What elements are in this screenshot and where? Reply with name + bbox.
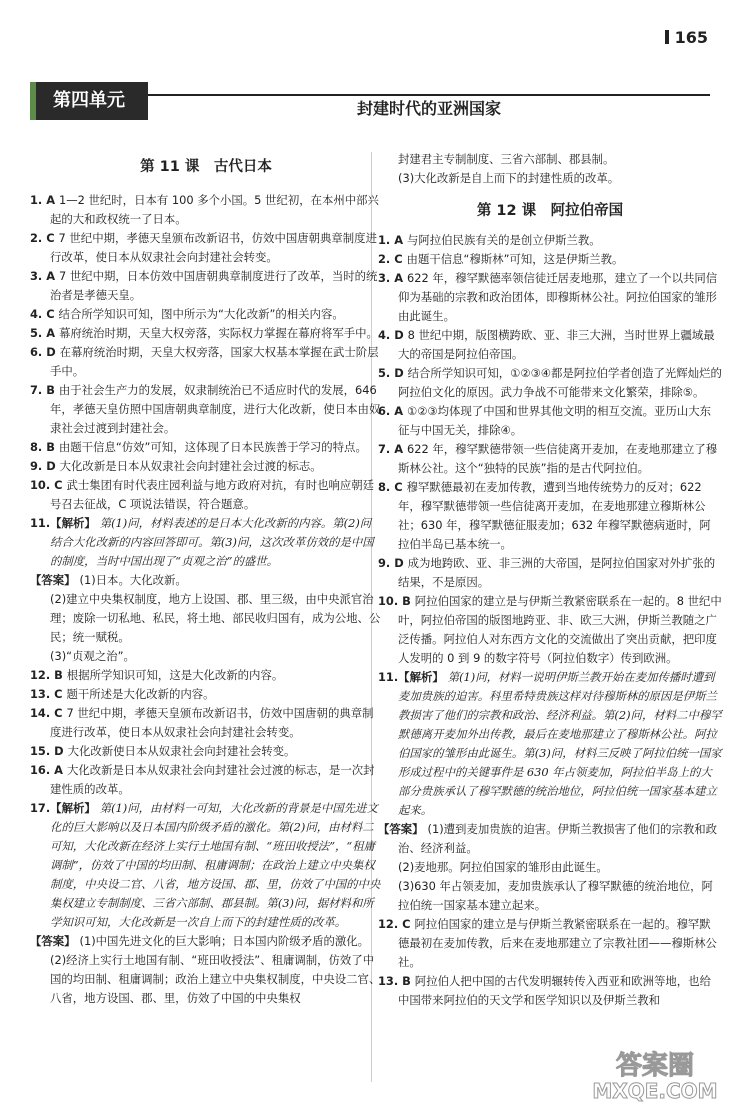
continued-text: (3)大化改新是自上而下的封建性质的改革。: [398, 171, 620, 185]
answer-item: [30, 932, 382, 951]
answer-text: 622 年，穆罕默德带领一些信徒离开麦加，在麦地那建立了穆斯林公社。这个“独特的民族”指的是古代阿拉伯。: [398, 442, 718, 475]
answer-item: [30, 685, 382, 704]
svg-text:答案圈: 答案圈: [615, 1051, 695, 1081]
answer-number: 17.【解析】: [30, 801, 100, 815]
answer-text: (1)中国先进文化的巨大影响；日本国内阶级矛盾的激化。: [79, 934, 370, 948]
unit-label-edge: [30, 82, 36, 120]
answer-text: 根据所学知识可知，这是大化改新的内容。: [66, 668, 284, 682]
answer-text: (1)日本。大化改新。: [79, 573, 187, 587]
answer-item: [378, 858, 722, 877]
answer-text: 由题干信息“穆斯林”可知，这是伊斯兰教。: [406, 252, 624, 266]
right-continuation: [378, 150, 722, 188]
answer-item: [30, 799, 382, 932]
answer-item: [378, 326, 722, 364]
answer-text: 幕府统治时期，天皇大权旁落，实际权力掌握在幕府将军手中。: [59, 326, 378, 340]
unit-label-text: 第四单元: [53, 90, 125, 111]
answer-number: 15. D: [30, 744, 68, 758]
answer-item: [378, 478, 722, 554]
answer-text: 阿拉伯人把中国的古代发明辗转传入西亚和欧洲等地，也给中国带来阿拉伯的天文学和医学知识以及伊斯兰教和: [398, 974, 711, 1007]
answer-number: 【答案】: [30, 934, 80, 948]
answer-item: [30, 457, 382, 476]
answer-text: 7 世纪中期，日本仿效中国唐朝典章制度进行了改革，当时的统治者是孝德天皇。: [50, 269, 378, 302]
answer-text: (1)遭到麦加贵族的迫害。伊斯兰教损害了他们的宗教和政治、经济利益。: [398, 822, 718, 855]
answer-item: [30, 666, 382, 685]
unit-header: [30, 82, 710, 122]
answer-item: [378, 877, 722, 915]
unit-title: 封建时代的亚洲国家: [356, 99, 501, 118]
answer-text: 1—2 世纪时，日本有 100 多个小国。5 世纪初，在本州中部兴起的大和政权统一了日本。: [50, 193, 379, 226]
page-number-mark: [665, 30, 669, 44]
watermark-logo: [580, 1046, 730, 1104]
answer-number: 12. B: [30, 668, 67, 682]
answer-number: 13. C: [30, 687, 67, 701]
answer-text: 成为地跨欧、亚、非三洲的大帝国，是阿拉伯国家对外扩张的结果，不是原因。: [398, 556, 716, 589]
answer-number: 14. C: [30, 706, 67, 720]
answer-item: [30, 381, 382, 438]
answer-item: [30, 590, 382, 647]
answer-text: (2)经济上实行土地国有制、“班田收授法”、租庸调制，仿效了中国的均田制、租庸调制；政治上建立中央集权制度，中央设二官、八省，地方设国、郡、里，仿效了中国的中央集权: [50, 953, 381, 1005]
answer-text: ①②③均体现了中国和世界其他文明的相互交流。亚历山大东征与中国无关，排除④。: [398, 404, 712, 437]
svg-text:MXQE.COM: MXQE.COM: [592, 1079, 718, 1103]
answer-item: [378, 402, 722, 440]
lesson-11-title: 第 11 课 古代日本: [140, 159, 272, 175]
answer-number: 12. C: [378, 917, 415, 931]
unit-label: [30, 82, 148, 120]
answer-text: 第(1)问，材料一说明伊斯兰教开始在麦加传播时遭到麦加贵族的迫害。科里希特贵族这样对待穆斯林的原因是伊斯兰教损害了他们的宗教和政治、经济利益。第(2)问，材料二中穆罕默德离开麦加外出传教，最后在麦地那建立了穆斯林公社。阿拉伯国家的雏形由此诞生。第(3)问，材料三反映了阿拉伯统一国家形成过程中的关键事件是 630 年占领麦加，阿拉伯半岛上的大部分贵族承认了穆罕默德的统治地位，阿拉伯统一国家基本建立起来。: [398, 670, 722, 817]
answer-item: [30, 742, 382, 761]
answer-text: 在幕府统治时期，天皇大权旁落，国家大权基本掌握在武士阶层手中。: [50, 345, 379, 378]
answer-item: [30, 305, 382, 324]
answer-number: 【答案】: [378, 822, 428, 836]
answer-item: [30, 571, 382, 590]
answer-number: 3. A: [30, 269, 59, 283]
answer-number: 1. A: [30, 193, 59, 207]
answer-item: [30, 343, 382, 381]
answer-number: 9. D: [30, 459, 60, 473]
answer-text: 第(1)问，材料表述的是日本大化改新的内容。第(2)问结合大化改新的内容回答即可。第(3)问，这次改革仿效的是中国的制度，当时中国出现了“贞观之治”的盛世。: [50, 516, 374, 568]
answer-text: 武士集团有时代表庄园利益与地方政府对抗，有时也响应朝廷号召去征战，C 项说法错误，符合题意。: [50, 478, 375, 511]
answer-item: [30, 761, 382, 799]
answer-text: 题干所述是大化改新的内容。: [66, 687, 215, 701]
page-number: [665, 28, 708, 47]
answer-text: 阿拉伯国家的建立是与伊斯兰教紧密联系在一起的。穆罕默德最初在麦加传教，后来在麦地那建立了宗教社团——穆斯林公社。: [398, 917, 717, 969]
answer-number: 8. C: [378, 480, 407, 494]
answer-text: 阿拉伯国家的建立是与伊斯兰教紧密联系在一起的。8 世纪中叶，阿拉伯帝国的版图地跨亚、非、欧三大洲，伊斯兰教随之广泛传播。阿拉伯人对东西方文化的交流做出了突出贡献，把印度人发明的 0 到 9 的数字符号（阿拉伯数字）传到欧洲。: [398, 594, 722, 665]
answer-number: 10. C: [30, 478, 67, 492]
answer-number: 5. D: [378, 366, 408, 380]
answer-text: 由题干信息“仿效”可知，这体现了日本民族善于学习的特点。: [58, 440, 367, 454]
answer-item: [30, 229, 382, 267]
answer-text: 穆罕默德最初在麦加传教，遭到当地传统势力的反对；622 年，穆罕默德带领一些信徒离开麦加，在麦地那建立穆斯林公社；630 年，穆罕默德征服麦加；632 年穆罕默德病逝时，阿拉伯半岛已基本统一。: [398, 480, 711, 551]
answer-text: (3)630 年占领麦加，麦加贵族承认了穆罕默德的统治地位，阿拉伯统一国家基本建立起来。: [398, 879, 713, 912]
answer-text: 7 世纪中期，孝德天皇颁布改新诏书，仿效中国唐朝典章制度进行改革，使日本从奴隶社会向封建社会转变。: [50, 231, 377, 264]
page-number-text: 165: [674, 28, 708, 47]
answer-item: [30, 514, 382, 571]
answer-number: 5. A: [30, 326, 59, 340]
answer-item: [378, 915, 722, 972]
answer-text: 第(1)问，由材料一可知，大化改新的背景是中国先进文化的巨大影响以及日本国内阶级矛盾的激化。第(2)问，由材料二可知，大化改新在经济上实行土地国有制、“班田收授法”，“租庸调制”，仿效了中国的均田制、租庸调制；在政治上建立中央集权制度，中央设二官、八省，地方设国、郡、里，仿效了中国的中央集权建立专制制度、三省六部制、郡县制。第(3)问，据材料和所学知识可知，大化改新是一次自上而下的封建性质的改革。: [50, 801, 381, 929]
answer-item: [378, 554, 722, 592]
answer-number: 4. C: [30, 307, 59, 321]
left-answer-list: [30, 191, 382, 1008]
answer-item: [30, 324, 382, 343]
answer-text: (3)“贞观之治”。: [50, 649, 135, 663]
answer-text: (2)建立中央集权制度，地方上设国、郡、里三级，由中央派官治理；废除一切私地、私民，将土地、部民收归国有，成为公地、公民；统一赋税。: [50, 592, 381, 644]
right-column: [378, 150, 722, 1010]
answer-number: 7. B: [30, 383, 59, 397]
answer-text: 由于社会生产力的发展，奴隶制统治已不适应时代的发展，646 年，孝德天皇仿照中国唐朝典章制度，进行大化改新，使日本由奴隶社会过渡到封建社会。: [50, 383, 381, 435]
answer-number: 7. A: [378, 442, 407, 456]
answer-number: 11.【解析】: [378, 670, 448, 684]
answer-number: 【答案】: [30, 573, 80, 587]
answer-item: [378, 440, 722, 478]
answer-number: 13. B: [378, 974, 415, 988]
answer-item: [378, 820, 722, 858]
answer-number: 2. C: [378, 252, 407, 266]
answer-text: 7 世纪中期，孝德天皇颁布改新诏书，仿效中国唐朝的典章制度进行改革，使日本从奴隶社会向封建社会转变。: [50, 706, 374, 739]
answer-number: 4. D: [378, 328, 408, 342]
answer-number: 8. B: [30, 440, 59, 454]
answer-item: [30, 438, 382, 457]
answer-item: [30, 951, 382, 1008]
answer-number: 6. A: [378, 404, 407, 418]
answer-text: 622 年，穆罕默德率领信徒迁居麦地那，建立了一个以共同信仰为基础的宗教和政治团体，即穆斯林公社。阿拉伯国家的雏形由此诞生。: [398, 271, 718, 323]
answer-item: [378, 592, 722, 668]
answer-item: [378, 364, 722, 402]
answer-number: 3. A: [378, 271, 407, 285]
answer-item: [378, 668, 722, 820]
left-column: [30, 150, 382, 1008]
answer-text: 大化改新是日本从奴隶社会向封建社会过渡的标志。: [59, 459, 322, 473]
answer-number: 11.【解析】: [30, 516, 100, 530]
right-answer-list: [378, 231, 722, 1010]
answer-text: 大化改新是日本从奴隶社会向封建社会过渡的标志，是一次封建性质的改革。: [50, 763, 375, 796]
answer-text: 大化改新使日本从奴隶社会向封建社会转变。: [67, 744, 296, 758]
answer-item: [30, 704, 382, 742]
answer-number: 6. D: [30, 345, 60, 359]
answer-item: [30, 476, 382, 514]
answer-item: [378, 250, 722, 269]
answer-item: [378, 269, 722, 326]
answer-text: 结合所学知识可知，图中所示为“大化改新”的相关内容。: [58, 307, 344, 321]
answer-item: [378, 972, 722, 1010]
answer-text: 结合所学知识可知，①②③④都是阿拉伯学者创造了光辉灿烂的阿拉伯文化的原因。武力争战不可能带来文化繁荣，排除⑤。: [398, 366, 722, 399]
answer-text: 与阿拉伯民族有关的是创立伊斯兰教。: [407, 233, 601, 247]
answer-number: 9. D: [378, 556, 408, 570]
continued-text: 封建君主专制制度、三省六部制、郡县制。: [398, 152, 615, 166]
answer-number: 1. A: [378, 233, 407, 247]
answer-text: 8 世纪中期，版图横跨欧、亚、非三大洲，当时世界上疆域最大的帝国是阿拉伯帝国。: [398, 328, 715, 361]
answer-item: [378, 231, 722, 250]
lesson-12-title: 第 12 课 阿拉伯帝国: [476, 203, 624, 219]
answer-number: 10. B: [378, 594, 415, 608]
answer-item: [30, 267, 382, 305]
answer-item: [30, 647, 382, 666]
answer-number: 2. C: [30, 231, 59, 245]
answer-item: [30, 191, 382, 229]
answer-number: 16. A: [30, 763, 67, 777]
answer-text: (2)麦地那。阿拉伯国家的雏形由此诞生。: [398, 860, 608, 874]
